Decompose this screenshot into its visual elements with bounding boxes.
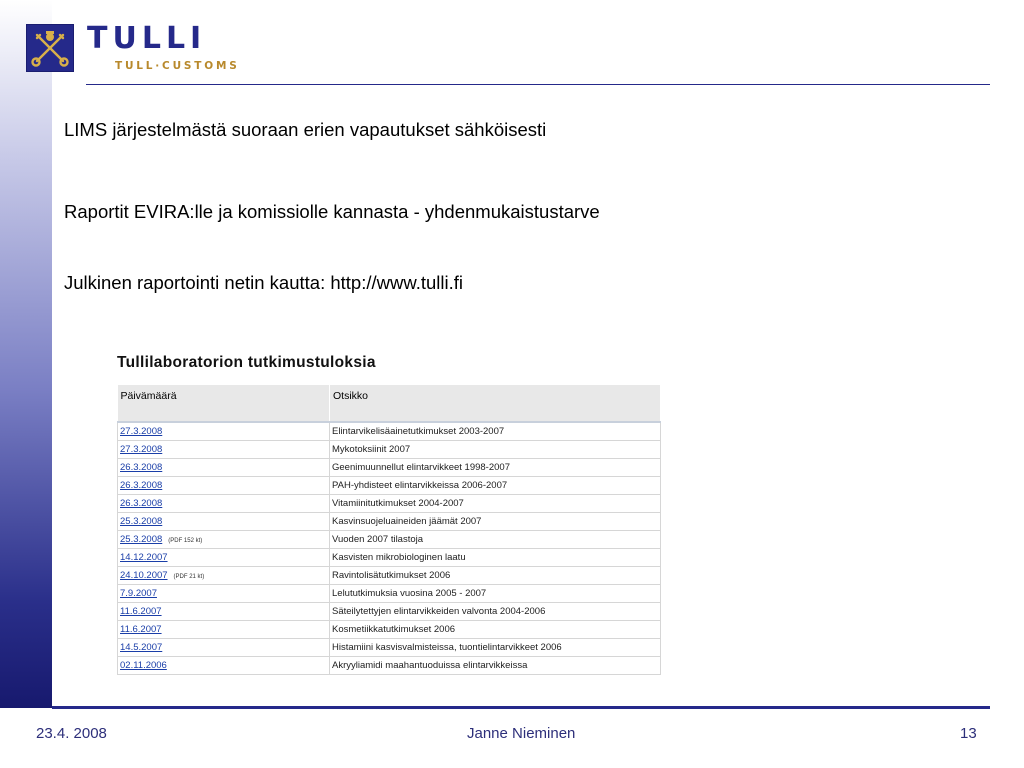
report-title-cell: PAH-yhdisteet elintarvikkeissa 2006-2007 [330,477,661,495]
date-link[interactable]: 14.12.2007 [120,552,168,563]
footer-divider [52,706,990,709]
date-link[interactable]: 25.3.2008 [120,516,163,527]
date-cell [118,531,330,549]
date-cell [118,639,330,657]
results-table [117,385,661,675]
table-row [118,513,661,531]
date-cell [118,567,330,585]
date-cell [118,513,330,531]
report-title-cell: Vuoden 2007 tilastoja [330,531,661,549]
date-link[interactable]: 02.11.2006 [120,660,167,671]
date-link[interactable]: 27.3.2008 [120,444,163,455]
table-row [118,549,661,567]
date-cell [118,495,330,513]
date-cell [118,603,330,621]
column-header-title: Otsikko [330,385,661,422]
table-row [118,477,661,495]
date-link[interactable]: 14.5.2007 [120,642,163,653]
pdf-size-note: (PDF 152 kt) [168,538,203,544]
date-cell [118,657,330,675]
table-header-row [118,385,661,422]
column-header-date: Päivämäärä [118,385,330,422]
report-title-cell: Mykotoksiinit 2007 [330,441,661,459]
report-title-cell: Kosmetiikkatutkimukset 2006 [330,621,661,639]
brand-name: TULLI [87,21,207,56]
date-link[interactable]: 25.3.2008 [120,534,163,545]
date-link[interactable]: 26.3.2008 [120,462,163,473]
date-cell [118,422,330,441]
pdf-size-note: (PDF 21 kt) [173,574,205,580]
header-divider [86,84,990,85]
crossed-keys-emblem-icon [26,24,74,72]
date-link[interactable]: 11.6.2007 [120,606,162,617]
table-row [118,585,661,603]
report-title-cell: Säteilytettyjen elintarvikkeiden valvonta 2004-2006 [330,603,661,621]
date-link[interactable]: 27.3.2008 [120,426,163,437]
table-row [118,459,661,477]
table-row [118,495,661,513]
date-link[interactable]: 7.9.2007 [120,588,157,599]
report-title-cell: Vitamiinitutkimukset 2004-2007 [330,495,661,513]
date-cell [118,459,330,477]
table-row [118,441,661,459]
report-title-cell: Kasvisten mikrobiologinen laatu [330,549,661,567]
report-title-cell: Elintarvikelisäainetutkimukset 2003-2007 [330,422,661,441]
sidebar-gradient [0,0,52,708]
report-title-cell: Kasvinsuojeluaineiden jäämät 2007 [330,513,661,531]
date-link[interactable]: 26.3.2008 [120,498,163,509]
date-link[interactable]: 24.10.2007 [120,570,168,581]
table-row [118,639,661,657]
bullet-reports: Raportit EVIRA:lle ja komissiolle kannasta - yhdenmukaistustarve [64,201,600,222]
table-row [118,567,661,585]
date-cell [118,549,330,567]
date-cell [118,477,330,495]
date-cell [118,621,330,639]
table-row [118,422,661,441]
bullet-public-reporting: Julkinen raportointi netin kautta: http://www.tulli.fi [64,272,463,293]
report-title-cell: Akryyliamidi maahantuoduissa elintarvikkeissa [330,657,661,675]
table-row [118,603,661,621]
brand-subtitle: TULL·CUSTOMS [115,60,240,72]
report-title-cell: Geenimuunnellut elintarvikkeet 1998-2007 [330,459,661,477]
footer-author: Janne Nieminen [467,725,576,742]
report-title-cell: Lelututkimuksia vuosina 2005 - 2007 [330,585,661,603]
report-title-cell: Histamiini kasvisvalmisteissa, tuontielintarvikkeet 2006 [330,639,661,657]
report-title-cell: Ravintolisätutkimukset 2006 [330,567,661,585]
table-row [118,621,661,639]
date-cell [118,585,330,603]
table-row [118,657,661,675]
page-number: 13 [960,725,977,742]
date-cell [118,441,330,459]
date-link[interactable]: 11.6.2007 [120,624,162,635]
footer-date: 23.4. 2008 [36,725,107,742]
table-title: Tullilaboratorion tutkimustuloksia [117,354,376,371]
bullet-lims: LIMS järjestelmästä suoraan erien vapautukset sähköisesti [64,119,547,140]
table-row [118,531,661,549]
date-link[interactable]: 26.3.2008 [120,480,163,491]
